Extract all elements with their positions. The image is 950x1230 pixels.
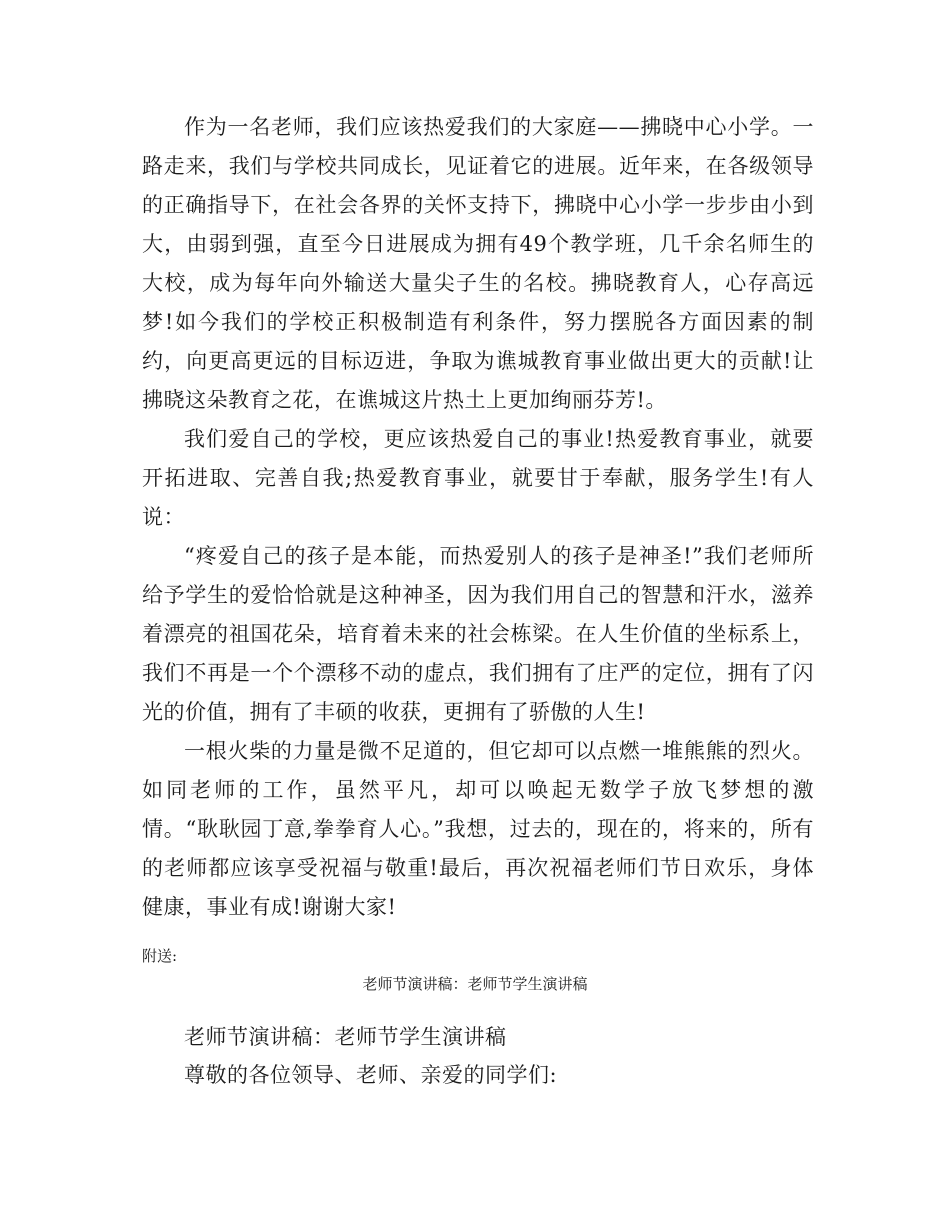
speech-body — [142, 108, 814, 927]
paragraph-career-love: 我们爱自己的学校，更应该热爱自己的事业!热爱教育事业，就要开拓进取、完善自我;热爱教育事业，就要甘于奉献，服务学生!有人说： — [142, 427, 814, 529]
paragraph-school-love: 作为一名老师，我们应该热爱我们的大家庭——拂晓中心小学。一路走来，我们与学校共同成长，见证着它的进展。近年来，在各级领导的正确指导下，在社会各界的关怀支持下，拂晓中心小学一步步由小到大，由弱到强，直至今日进展成为拥有49个教学班，几千余名师生的大校，成为每年向外输送大量尖子生的名校。拂晓教育人，心存高远梦!如今我们的学校正积极制造有利条件，努力摆脱各方面因素的制约，向更高更远的目标迈进，争取为谯城教育事业做出更大的贡献!让拂晓这朵教育之花，在谯城这片热土上更加绚丽芬芳!。 — [142, 115, 814, 412]
appendix-label: 附送: — [142, 947, 178, 965]
paragraph-closing: 一根火柴的力量是微不足道的，但它却可以点燃一堆熊熊的烈火。如同老师的工作，虽然平凡，却可以唤起无数学子放飞梦想的激情。“耿耿园丁意,拳拳育人心。”我想，过去的，现在的，将来的，所有的老师都应该享受祝福与敬重!最后，再次祝福老师们节日欢乐，身体健康，事业有成!谢谢大家! — [142, 739, 814, 919]
paragraph-sacred-love: “疼爱自己的孩子是本能，而热爱别人的孩子是神圣!”我们老师所给予学生的爱恰恰就是这种神圣，因为我们用自己的智慧和汗水，滋养着漂亮的祖国花朵，培育着未来的社会栋梁。在人生价值的坐标系上，我们不再是一个个漂移不动的虚点，我们拥有了庄严的定位，拥有了闪光的价值，拥有了丰硕的收获，更拥有了骄傲的人生! — [142, 544, 814, 724]
appendix-body — [142, 1018, 814, 1094]
appendix-greeting: 尊敬的各位领导、老师、亲爱的同学们: — [184, 1063, 558, 1087]
appendix-heading-line: 老师节演讲稿：老师节学生演讲稿 — [184, 1025, 507, 1049]
appendix-title: 老师节演讲稿：老师节学生演讲稿 — [362, 975, 588, 993]
